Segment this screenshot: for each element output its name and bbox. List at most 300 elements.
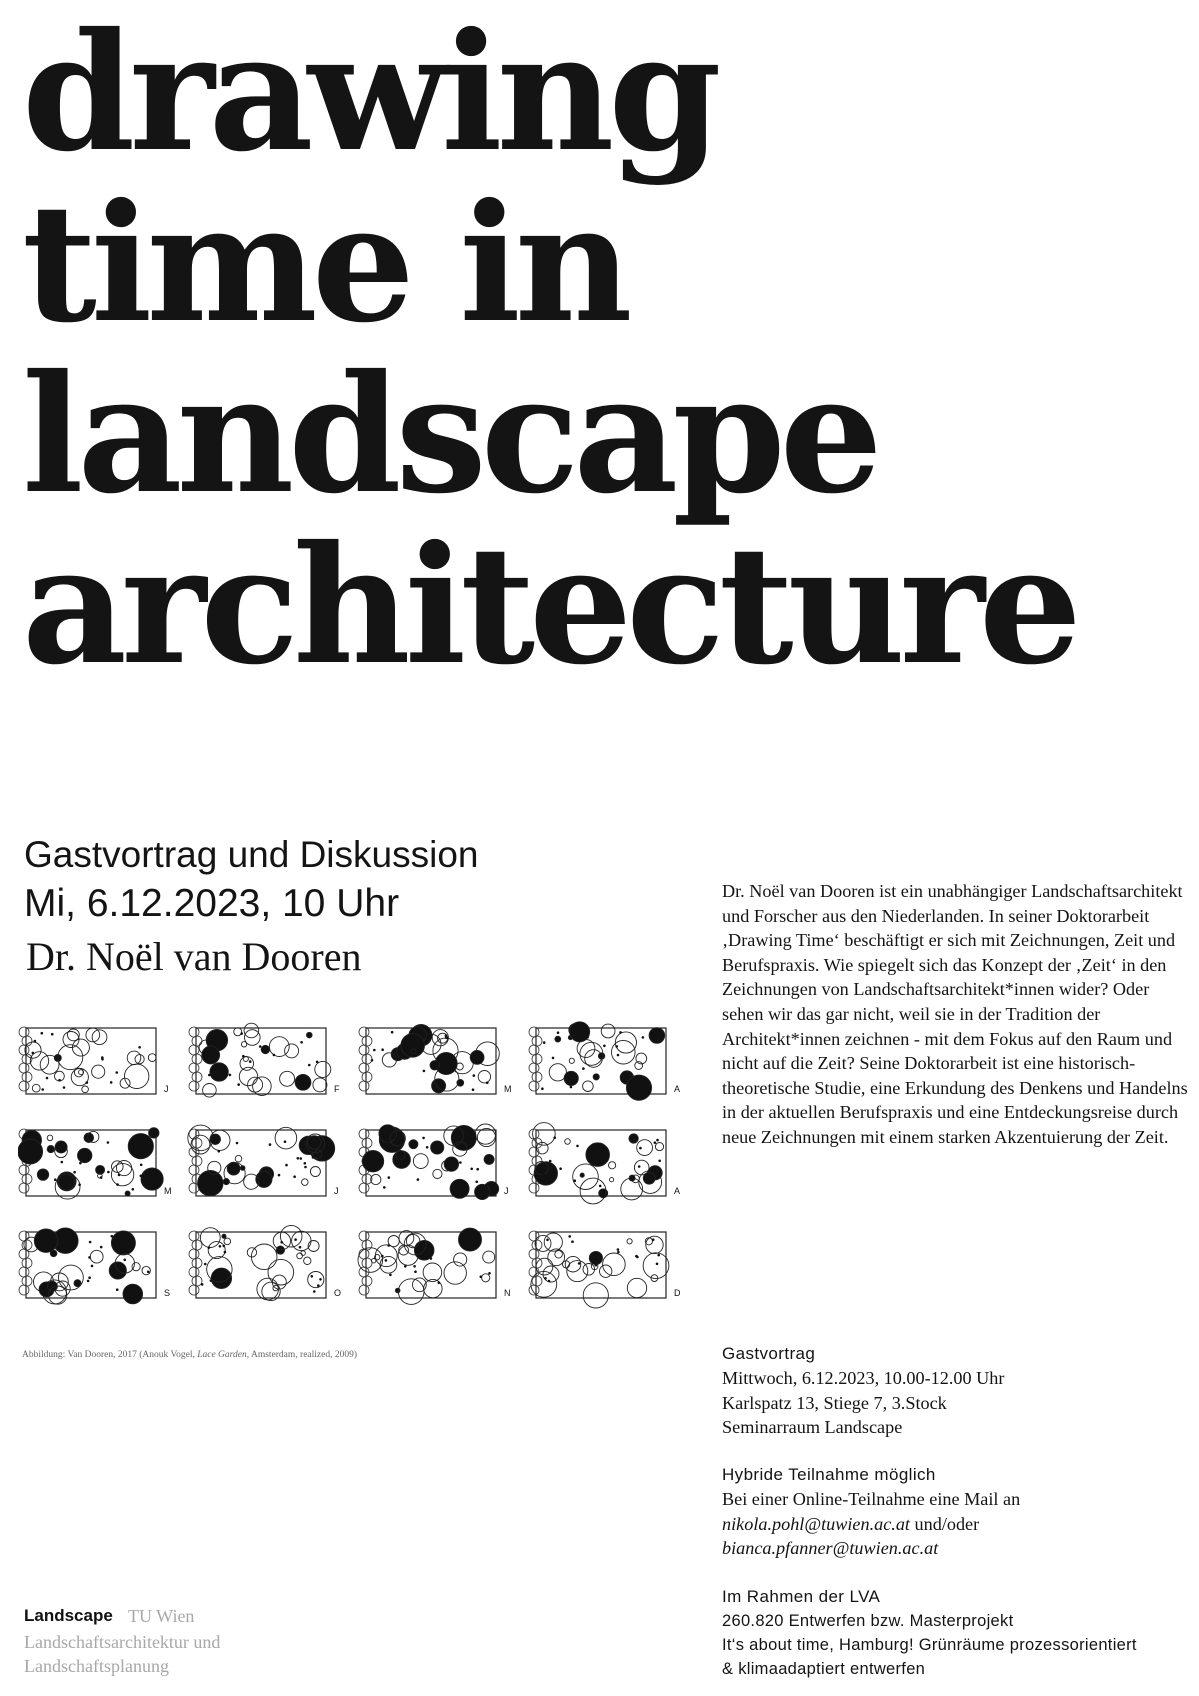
planting-circle [603,1253,626,1276]
edge-shrub [362,1054,372,1064]
planting-dot [132,1188,135,1191]
planting-dot [391,1031,394,1034]
month-label: O [334,1288,342,1298]
planting-dot [576,1145,579,1148]
planting-dot [630,1081,633,1084]
planting-dot [123,1259,126,1262]
planting-circle [637,1140,653,1156]
planting-dot [426,1146,429,1149]
planting-circle [90,1250,103,1263]
month-label: J [334,1186,339,1196]
planting-dot [61,1161,64,1164]
planting-dot [269,1143,272,1146]
poster-title [22,0,1192,701]
planting-dot [617,1054,620,1057]
planting-circle [454,1253,467,1266]
planting-dot [652,1238,655,1241]
planting-dot [388,1176,391,1179]
edge-shrub [359,1027,369,1037]
planting-circle [253,1077,272,1096]
planting-circle [142,1266,150,1274]
planting-circle [125,1191,130,1196]
planting-dot [639,1147,642,1150]
planting-dot [421,1242,424,1245]
intro-paragraph: Dr. Noël van Dooren ist ein unabhängiger Landschaftsarchitekt und Forscher aus den Niederlanden. In seiner Doktorarbeit ‚Drawing Time‘ beschäftigt er sich mit Zeichnungen, Zeit und Berufspraxis. Wie spiegelt sich das Konzept der ‚Zeit‘ in den Zeichnungen von Landschaftsarchitekt*innen wider? Oder sehen wir das gar nicht, weil sie in der Tradition der Architekt*innen zeichnen - mit dem Fokus auf den Raum und nicht auf die Zeit? Seine Doktorarbeit ist eine historisch-theoretische Studie, eine Erkundung des Denkens und Handelns in der aktuellen Berufspraxis und eine Entdeckungsreise durch neue Zeichnungen mit einem starken Akzentuierung der Zeit. [722,881,1188,1147]
course-block [722,1585,1192,1681]
planting-circle [379,1125,397,1143]
planting-dot [619,1031,622,1034]
planting-dot [568,1235,571,1238]
planting-dot [311,1275,314,1278]
planting-dot [116,1288,119,1291]
planting-dot [617,1248,620,1251]
email-link-1[interactable]: nikola.pohl@tuwien.ac.at [722,1513,910,1534]
planting-circle [82,1086,89,1093]
planting-circle [609,1162,616,1169]
edge-shrub [189,1165,199,1175]
planting-circle [423,1263,442,1282]
edge-shrub [359,1081,369,1091]
planting-circle [451,1125,476,1150]
planting-dot [319,1278,322,1281]
planting-dot [299,1246,302,1249]
planting-dot [58,1079,61,1082]
planting-dot [100,1246,103,1249]
plan-panel [358,1228,511,1304]
plan-panel [19,1027,169,1094]
planting-circle [125,1064,149,1088]
edge-shrub [362,1072,372,1082]
edge-shrub [529,1063,539,1073]
planting-dot [417,1178,420,1181]
planting-dot [654,1141,657,1144]
planting-circle [444,1157,458,1171]
planting-circle [285,1044,299,1058]
planting-dot [91,1265,94,1268]
planting-circle [302,1179,309,1186]
planting-dot [473,1074,476,1077]
planting-circle [57,1172,76,1191]
edge-shrub [532,1072,542,1082]
planting-circle [92,1065,105,1078]
planting-circle [484,1154,494,1164]
caption-project-name: Lace Garden [197,1350,247,1360]
planting-dot [599,1185,602,1188]
plan-panel [529,1231,681,1308]
planting-circle [208,1242,225,1259]
planting-dot [488,1272,491,1275]
planting-circle [565,1139,571,1145]
edge-shrub [19,1063,29,1073]
planting-circle [570,1022,590,1042]
planting-circle [615,1032,636,1053]
planting-circle [583,1081,594,1092]
planting-dot [548,1280,551,1283]
planting-dot [125,1289,128,1292]
planting-dot [543,1041,546,1044]
edge-shrub [189,1045,199,1055]
planting-dot [656,1263,659,1266]
planting-circle [580,1173,584,1177]
planting-dot [205,1053,208,1056]
planting-circle [396,1151,405,1160]
month-label: J [504,1186,509,1196]
planting-dot [658,1160,661,1163]
planting-circle [280,1225,302,1247]
edge-shrub [19,1045,29,1055]
planting-dot [381,1255,384,1258]
planting-dot [223,1069,226,1072]
planting-dot [454,1140,457,1143]
planting-dot [578,1262,581,1265]
planting-circle [280,1071,295,1086]
planting-dot [308,1064,311,1067]
caption-text-pre: Abbildung: Van Dooren, 2017 (Anouk Vogel, [22,1350,198,1360]
planting-circle [141,1168,163,1190]
hybrid-block [722,1463,1192,1561]
planting-dot [546,1239,549,1242]
planting-circle [475,1184,490,1199]
planting-dot [373,1049,376,1052]
planting-dot [110,1081,113,1084]
planting-circle [599,1189,608,1198]
planting-circle [310,1167,320,1177]
speaker-name: Dr. Noël van Dooren [26,934,362,979]
planting-circle [431,1141,444,1154]
planting-dot [552,1057,555,1060]
planting-dot [138,1046,141,1049]
planting-dot [147,1271,150,1274]
title-line-2: time in [22,169,627,359]
planting-dot [423,1070,426,1073]
edge-shrub [189,1081,199,1091]
edge-shrub [359,1249,369,1259]
planting-dot [383,1186,386,1189]
planting-circle [203,1084,217,1098]
edge-shrub [359,1129,369,1139]
details-heading: Gastvortrag [722,1344,816,1363]
plan-panel [19,1228,170,1304]
edge-shrub [192,1072,202,1082]
planting-dot [595,1264,598,1267]
planting-circle [251,1244,277,1270]
month-label: S [164,1288,171,1298]
planting-dot [300,1157,303,1160]
planting-dot [285,1164,288,1167]
course-line-3: & klimaadaptiert entwerfen [722,1660,926,1678]
and-or-text: und/oder [909,1513,980,1534]
plan-panel [189,1023,340,1097]
planting-dot [371,1059,374,1062]
logo-line-3: Landschaftsplanung [24,1656,169,1676]
planting-circle [132,1263,140,1271]
edge-shrub [529,1285,539,1295]
planting-dot [422,1137,425,1140]
planting-dot [657,1254,660,1257]
planting-circle [600,1265,612,1277]
planting-circle [555,1036,561,1042]
planting-dot [294,1238,297,1241]
edge-shrub [359,1183,369,1193]
planting-dot [111,1235,114,1238]
planting-dot [88,1276,91,1279]
hybrid-heading: Hybride Teilnahme möglich [722,1465,936,1484]
planting-circle [601,1024,615,1038]
plan-panel [529,1123,680,1204]
planting-dot [571,1240,574,1243]
edge-shrub [359,1063,369,1073]
planting-dot [34,1040,37,1043]
planting-circle [430,1061,439,1070]
planting-dot [101,1058,104,1061]
edge-shrub [189,1285,199,1295]
planting-dot [242,1055,245,1058]
planting-dot [208,1246,211,1249]
planting-dot [208,1074,211,1077]
planting-dot [414,1270,417,1273]
month-label: M [164,1186,172,1196]
planting-dot [293,1175,296,1178]
planting-dot [304,1162,307,1165]
plan-panel [359,1025,512,1095]
logo-line-2: Landschaftsarchitektur und [24,1632,221,1652]
month-label: J [164,1084,169,1094]
planting-circle [47,1146,54,1153]
planting-circle [111,1163,133,1185]
planting-circle [127,1051,141,1065]
edge-shrub [22,1258,32,1268]
planting-circle [32,1084,40,1092]
planting-dot [39,1140,42,1143]
planting-circle [191,1135,210,1154]
planting-circle [409,1140,418,1149]
planting-dot [570,1073,573,1076]
planting-dot [278,1174,281,1177]
planting-circle [375,1245,397,1267]
planting-dot [79,1162,82,1165]
planting-dot [476,1168,479,1171]
edge-shrub [189,1027,199,1037]
planting-dot [297,1157,300,1160]
planting-circle [55,1141,67,1153]
planting-dot [445,1034,448,1037]
caption-text-post: , Amsterdam, realized, 2009) [246,1350,358,1360]
planting-dot [441,1069,444,1072]
edge-shrub [19,1165,29,1175]
planting-circle [268,1259,294,1285]
planting-circle [593,1074,599,1080]
edge-shrub [192,1240,202,1250]
planting-circle [297,1253,303,1259]
planting-dot [582,1067,585,1070]
planting-dot [304,1166,307,1169]
planting-dot [426,1031,429,1034]
planting-circle [210,1063,228,1081]
planting-dot [475,1181,478,1184]
planting-dot [438,1282,441,1285]
planting-circle [610,1178,614,1182]
planting-dot [116,1071,119,1074]
edge-shrub [192,1258,202,1268]
edge-shrub [529,1231,539,1241]
planting-dot [650,1179,653,1182]
course-line-1: 260.820 Entwerfen bzw. Masterprojekt [722,1612,1014,1630]
planting-circle [626,1075,651,1100]
edge-shrub [362,1258,372,1268]
planting-dot [201,1283,204,1286]
planting-dot [240,1032,243,1035]
planting-dot [439,1084,442,1087]
edge-shrub [19,1231,29,1241]
plan-frame [26,1028,156,1094]
planting-circle [123,1284,143,1304]
planting-circle [261,1045,269,1053]
planting-circle [627,1239,632,1244]
planting-circle [308,1136,321,1149]
planting-dot [78,1183,81,1186]
planting-dot [430,1036,433,1039]
planting-circle [37,1169,48,1180]
edge-shrub [19,1267,29,1277]
edge-shrub [19,1285,29,1295]
planting-dot [116,1183,119,1186]
planting-circle [96,1165,105,1174]
planting-dot [544,1277,547,1280]
planting-dot [211,1040,214,1043]
planting-dot [636,1256,639,1259]
planting-dot [381,1048,384,1051]
planting-circle [483,1251,495,1263]
planting-dot [465,1247,468,1250]
planting-circle [72,1039,89,1056]
planting-circle [649,1028,665,1044]
edge-shrub [189,1063,199,1073]
planting-circle [276,1246,284,1254]
planting-circle [586,1143,610,1167]
planting-dot [374,1168,377,1171]
details-room: Seminarraum Landscape [722,1417,903,1438]
planting-dot [100,1176,103,1179]
planting-circle [627,1278,646,1297]
planting-dot [302,1150,305,1153]
planting-circle [78,1148,92,1162]
plan-panel [359,1124,509,1200]
logo-institution: TU Wien [128,1606,195,1626]
edge-shrub [189,1267,199,1277]
planting-dot [470,1168,473,1171]
planting-circle [544,1233,562,1251]
planting-dot [213,1178,216,1181]
planting-dot [204,1263,207,1266]
planting-circle [301,1251,306,1256]
event-datetime: Mi, 6.12.2023, 10 Uhr [24,882,400,925]
planting-dot [389,1274,392,1277]
planting-dot [553,1136,556,1139]
edge-shrub [22,1276,32,1286]
planting-circle [234,1028,242,1036]
edge-shrub [189,1231,199,1241]
planting-dot [617,1251,620,1254]
planting-dot [642,1036,645,1039]
planting-dot [118,1174,121,1177]
planting-dot [543,1182,546,1185]
planting-dot [86,1081,89,1084]
planting-dot [472,1088,475,1091]
planting-dot [570,1086,573,1089]
planting-dot [559,1167,562,1170]
planting-circle [589,1251,602,1264]
edge-shrub [19,1183,29,1193]
planting-dot [89,1241,92,1244]
planting-dot [140,1175,143,1178]
planting-circle [128,1134,153,1159]
planting-dot [126,1236,129,1239]
planting-dot [586,1036,589,1039]
edge-shrub [189,1249,199,1259]
email-link-2[interactable]: bianca.pfanner@tuwien.ac.at [722,1538,939,1559]
planting-circle [59,1265,84,1290]
edge-shrub [359,1231,369,1241]
planting-circle [222,1234,226,1238]
planting-dot [273,1054,276,1057]
edge-shrub [362,1138,372,1148]
planting-circle [482,1274,490,1282]
edge-shrub [532,1276,542,1286]
planting-circle [573,1164,599,1190]
planting-dot [385,1259,388,1262]
logo-department [24,1630,220,1678]
edge-shrub [532,1036,542,1046]
planting-dot [486,1081,489,1084]
planting-circle [569,1058,574,1063]
planting-circle [223,1179,229,1185]
month-label: F [334,1084,340,1094]
month-label: A [674,1186,681,1196]
planting-circle [535,1235,551,1251]
planting-dot [313,1290,316,1293]
planting-dot [398,1157,401,1160]
planting-dot [47,1245,50,1248]
planting-circle [304,1257,311,1264]
planting-circle [655,1143,663,1151]
planting-circle [307,1032,313,1038]
planting-circle [202,1046,220,1064]
planting-dot [615,1045,618,1048]
planting-dot [541,1087,544,1090]
planting-dot [387,1244,390,1247]
planting-dot [223,1245,226,1248]
planting-circle [313,1078,327,1092]
edge-shrub [529,1081,539,1091]
planting-circle [117,1161,132,1176]
plan-panel [188,1125,339,1196]
event-type: Gastvortrag und Diskussion [24,834,479,875]
edge-shrub [529,1129,539,1139]
edge-shrub [22,1174,32,1184]
planting-dot [87,1280,90,1283]
planting-circle [555,1251,563,1259]
planting-dot [549,1160,552,1163]
planting-circle [583,1283,608,1308]
edge-shrub [362,1276,372,1286]
edge-shrub [359,1045,369,1055]
planting-circle [235,1155,242,1162]
planting-dot [638,1165,641,1168]
planting-dot [284,1140,287,1143]
planting-dot [427,1256,430,1259]
planting-circle [459,1228,482,1251]
planting-dot [54,1178,57,1181]
